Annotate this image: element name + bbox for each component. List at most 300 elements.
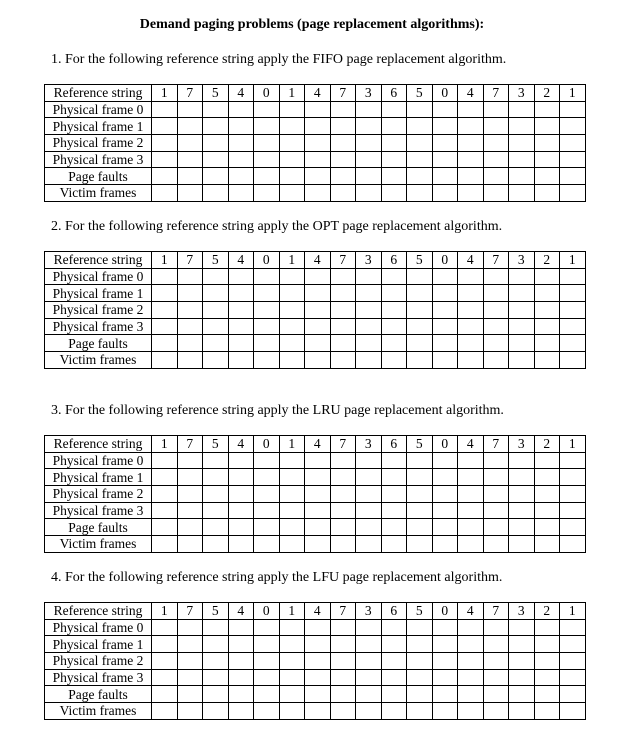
empty-cell (356, 686, 382, 703)
empty-cell (458, 703, 484, 720)
empty-cell (458, 619, 484, 636)
empty-cell (305, 636, 331, 653)
empty-cell (254, 268, 280, 285)
empty-cell (305, 469, 331, 486)
empty-cell (509, 285, 535, 302)
empty-cell (356, 502, 382, 519)
empty-cell (203, 185, 229, 202)
empty-cell (330, 135, 356, 152)
problem-prompt: 3. For the following reference string apply the LRU page replacement algorithm. (51, 403, 504, 418)
empty-cell (407, 168, 433, 185)
victims-row (45, 536, 586, 553)
empty-cell (432, 335, 458, 352)
empty-cell (407, 703, 433, 720)
empty-cell (305, 285, 331, 302)
empty-cell (203, 168, 229, 185)
reference-value: 3 (356, 436, 382, 453)
empty-cell (152, 168, 178, 185)
empty-cell (560, 302, 586, 319)
empty-cell (356, 519, 382, 536)
empty-cell (509, 318, 535, 335)
row-label: Physical frame 3 (45, 669, 152, 686)
empty-cell (356, 653, 382, 670)
empty-cell (330, 118, 356, 135)
empty-cell (177, 268, 203, 285)
faults-row (45, 686, 586, 703)
empty-cell (330, 669, 356, 686)
empty-cell (203, 268, 229, 285)
empty-cell (330, 268, 356, 285)
empty-cell (458, 151, 484, 168)
empty-cell (483, 703, 509, 720)
empty-cell (203, 318, 229, 335)
empty-cell (279, 536, 305, 553)
empty-cell (432, 502, 458, 519)
empty-cell (305, 118, 331, 135)
empty-cell (152, 268, 178, 285)
empty-cell (381, 469, 407, 486)
reference-value: 5 (203, 603, 229, 620)
reference-value: 1 (152, 436, 178, 453)
frame0-row (45, 452, 586, 469)
frame0-row (45, 101, 586, 118)
empty-cell (152, 151, 178, 168)
empty-cell (305, 135, 331, 152)
empty-cell (407, 268, 433, 285)
empty-cell (534, 636, 560, 653)
reference-value: 4 (305, 85, 331, 102)
empty-cell (203, 636, 229, 653)
reference-value: 5 (407, 436, 433, 453)
reference-value: 4 (228, 436, 254, 453)
empty-cell (458, 469, 484, 486)
empty-cell (203, 302, 229, 319)
empty-cell (254, 469, 280, 486)
empty-cell (483, 168, 509, 185)
empty-cell (356, 302, 382, 319)
reference-value: 1 (152, 252, 178, 269)
empty-cell (356, 318, 382, 335)
empty-cell (254, 135, 280, 152)
empty-cell (228, 686, 254, 703)
empty-cell (177, 669, 203, 686)
empty-cell (407, 469, 433, 486)
empty-cell (509, 268, 535, 285)
empty-cell (330, 502, 356, 519)
row-label: Reference string (45, 85, 152, 102)
empty-cell (279, 469, 305, 486)
row-label: Page faults (45, 335, 152, 352)
empty-cell (381, 268, 407, 285)
empty-cell (432, 185, 458, 202)
empty-cell (203, 352, 229, 369)
lfu-table (44, 602, 586, 720)
empty-cell (483, 335, 509, 352)
row-label: Physical frame 2 (45, 486, 152, 503)
empty-cell (356, 168, 382, 185)
empty-cell (228, 669, 254, 686)
empty-cell (458, 686, 484, 703)
empty-cell (152, 352, 178, 369)
row-label: Physical frame 2 (45, 302, 152, 319)
empty-cell (152, 318, 178, 335)
empty-cell (228, 352, 254, 369)
empty-cell (483, 669, 509, 686)
row-label: Physical frame 0 (45, 101, 152, 118)
empty-cell (483, 469, 509, 486)
empty-cell (203, 536, 229, 553)
faults-row (45, 168, 586, 185)
empty-cell (432, 268, 458, 285)
empty-cell (458, 285, 484, 302)
empty-cell (509, 653, 535, 670)
row-label: Physical frame 0 (45, 268, 152, 285)
empty-cell (254, 653, 280, 670)
empty-cell (560, 486, 586, 503)
empty-cell (203, 686, 229, 703)
empty-cell (483, 185, 509, 202)
empty-cell (330, 168, 356, 185)
empty-cell (458, 335, 484, 352)
empty-cell (152, 519, 178, 536)
empty-cell (279, 118, 305, 135)
empty-cell (177, 469, 203, 486)
reference-value: 7 (177, 603, 203, 620)
empty-cell (381, 653, 407, 670)
empty-cell (228, 185, 254, 202)
empty-cell (152, 469, 178, 486)
frame2-row (45, 135, 586, 152)
empty-cell (330, 486, 356, 503)
empty-cell (203, 118, 229, 135)
empty-cell (356, 703, 382, 720)
empty-cell (228, 268, 254, 285)
empty-cell (560, 703, 586, 720)
empty-cell (203, 135, 229, 152)
reference-value: 1 (279, 436, 305, 453)
empty-cell (330, 335, 356, 352)
empty-cell (407, 151, 433, 168)
empty-cell (407, 185, 433, 202)
empty-cell (509, 101, 535, 118)
empty-cell (356, 636, 382, 653)
empty-cell (458, 352, 484, 369)
empty-cell (356, 118, 382, 135)
empty-cell (458, 669, 484, 686)
row-label: Physical frame 3 (45, 502, 152, 519)
empty-cell (152, 135, 178, 152)
empty-cell (279, 168, 305, 185)
empty-cell (177, 151, 203, 168)
empty-cell (228, 318, 254, 335)
empty-cell (279, 619, 305, 636)
empty-cell (381, 619, 407, 636)
empty-cell (509, 185, 535, 202)
empty-cell (432, 302, 458, 319)
empty-cell (534, 502, 560, 519)
reference-value: 5 (407, 252, 433, 269)
empty-cell (381, 669, 407, 686)
reference-value: 3 (509, 603, 535, 620)
empty-cell (407, 486, 433, 503)
empty-cell (279, 268, 305, 285)
empty-cell (381, 118, 407, 135)
empty-cell (177, 185, 203, 202)
empty-cell (381, 686, 407, 703)
empty-cell (560, 653, 586, 670)
empty-cell (458, 185, 484, 202)
empty-cell (330, 636, 356, 653)
row-label: Page faults (45, 168, 152, 185)
reference-value: 0 (432, 252, 458, 269)
empty-cell (177, 486, 203, 503)
empty-cell (330, 302, 356, 319)
reference-value: 4 (228, 85, 254, 102)
empty-cell (228, 469, 254, 486)
empty-cell (305, 302, 331, 319)
empty-cell (534, 486, 560, 503)
empty-cell (279, 335, 305, 352)
empty-cell (203, 653, 229, 670)
empty-cell (305, 101, 331, 118)
empty-cell (509, 302, 535, 319)
empty-cell (330, 285, 356, 302)
reference-value: 4 (458, 436, 484, 453)
empty-cell (279, 519, 305, 536)
empty-cell (534, 335, 560, 352)
reference-value: 2 (534, 85, 560, 102)
empty-cell (432, 469, 458, 486)
reference-value: 6 (381, 85, 407, 102)
empty-cell (356, 135, 382, 152)
empty-cell (483, 536, 509, 553)
empty-cell (254, 486, 280, 503)
empty-cell (509, 669, 535, 686)
empty-cell (305, 519, 331, 536)
empty-cell (534, 151, 560, 168)
empty-cell (305, 352, 331, 369)
empty-cell (381, 185, 407, 202)
victims-row (45, 703, 586, 720)
empty-cell (152, 486, 178, 503)
empty-cell (228, 135, 254, 152)
empty-cell (305, 619, 331, 636)
empty-cell (254, 703, 280, 720)
empty-cell (458, 519, 484, 536)
empty-cell (381, 135, 407, 152)
empty-cell (483, 519, 509, 536)
empty-cell (279, 686, 305, 703)
empty-cell (534, 619, 560, 636)
reference-value: 1 (152, 85, 178, 102)
empty-cell (560, 168, 586, 185)
empty-cell (407, 653, 433, 670)
empty-cell (432, 118, 458, 135)
empty-cell (432, 519, 458, 536)
reference-value: 6 (381, 252, 407, 269)
empty-cell (177, 519, 203, 536)
empty-cell (305, 536, 331, 553)
reference-value: 5 (203, 252, 229, 269)
empty-cell (228, 118, 254, 135)
reference-value: 3 (509, 436, 535, 453)
empty-cell (509, 486, 535, 503)
empty-cell (228, 703, 254, 720)
empty-cell (152, 285, 178, 302)
problem-prompt: 2. For the following reference string apply the OPT page replacement algorithm. (51, 219, 503, 234)
row-label: Physical frame 0 (45, 619, 152, 636)
empty-cell (381, 318, 407, 335)
empty-cell (534, 686, 560, 703)
reference-value: 1 (279, 85, 305, 102)
empty-cell (254, 669, 280, 686)
empty-cell (381, 168, 407, 185)
empty-cell (203, 285, 229, 302)
empty-cell (534, 318, 560, 335)
empty-cell (509, 135, 535, 152)
empty-cell (254, 352, 280, 369)
empty-cell (254, 168, 280, 185)
reference-value: 1 (560, 603, 586, 620)
empty-cell (458, 118, 484, 135)
empty-cell (534, 536, 560, 553)
empty-cell (228, 168, 254, 185)
empty-cell (381, 101, 407, 118)
empty-cell (203, 703, 229, 720)
document-title: Demand paging problems (page replacement algorithms): (139, 17, 485, 32)
empty-cell (305, 686, 331, 703)
empty-cell (305, 703, 331, 720)
reference-value: 4 (228, 252, 254, 269)
empty-cell (356, 486, 382, 503)
empty-cell (279, 101, 305, 118)
empty-cell (356, 185, 382, 202)
empty-cell (305, 452, 331, 469)
empty-cell (356, 452, 382, 469)
reference-value: 0 (432, 436, 458, 453)
empty-cell (483, 686, 509, 703)
reference-value: 1 (279, 603, 305, 620)
empty-cell (534, 285, 560, 302)
empty-cell (483, 268, 509, 285)
empty-cell (356, 268, 382, 285)
empty-cell (228, 502, 254, 519)
empty-cell (254, 686, 280, 703)
empty-cell (407, 669, 433, 686)
empty-cell (560, 335, 586, 352)
empty-cell (560, 636, 586, 653)
reference-value: 4 (458, 252, 484, 269)
empty-cell (330, 469, 356, 486)
reference-value: 5 (407, 603, 433, 620)
reference-value: 7 (483, 85, 509, 102)
empty-cell (305, 669, 331, 686)
empty-cell (381, 285, 407, 302)
empty-cell (177, 101, 203, 118)
empty-cell (254, 285, 280, 302)
empty-cell (330, 352, 356, 369)
empty-cell (458, 135, 484, 152)
empty-cell (330, 318, 356, 335)
reference-value: 5 (203, 436, 229, 453)
empty-cell (407, 619, 433, 636)
empty-cell (279, 151, 305, 168)
empty-cell (279, 318, 305, 335)
empty-cell (534, 452, 560, 469)
empty-cell (407, 318, 433, 335)
empty-cell (407, 118, 433, 135)
empty-cell (203, 619, 229, 636)
empty-cell (330, 519, 356, 536)
empty-cell (228, 335, 254, 352)
empty-cell (560, 686, 586, 703)
row-label: Physical frame 2 (45, 653, 152, 670)
frame3-row (45, 151, 586, 168)
empty-cell (407, 452, 433, 469)
empty-cell (177, 703, 203, 720)
empty-cell (483, 135, 509, 152)
empty-cell (254, 452, 280, 469)
row-label: Physical frame 2 (45, 135, 152, 152)
reference-value: 6 (381, 436, 407, 453)
empty-cell (305, 318, 331, 335)
reference-value: 7 (330, 436, 356, 453)
empty-cell (560, 318, 586, 335)
empty-cell (560, 669, 586, 686)
empty-cell (305, 151, 331, 168)
empty-cell (407, 352, 433, 369)
reference-value: 1 (560, 436, 586, 453)
empty-cell (279, 486, 305, 503)
opt-table (44, 251, 586, 369)
empty-cell (560, 185, 586, 202)
empty-cell (152, 302, 178, 319)
empty-cell (228, 151, 254, 168)
empty-cell (152, 118, 178, 135)
row-label: Physical frame 1 (45, 118, 152, 135)
empty-cell (177, 318, 203, 335)
empty-cell (483, 118, 509, 135)
empty-cell (509, 452, 535, 469)
empty-cell (560, 452, 586, 469)
frame3-row (45, 669, 586, 686)
empty-cell (432, 636, 458, 653)
frame3-row (45, 502, 586, 519)
reference-row (45, 85, 586, 102)
empty-cell (509, 686, 535, 703)
empty-cell (407, 302, 433, 319)
empty-cell (203, 502, 229, 519)
empty-cell (177, 168, 203, 185)
empty-cell (330, 619, 356, 636)
empty-cell (432, 135, 458, 152)
empty-cell (279, 185, 305, 202)
reference-value: 0 (254, 436, 280, 453)
reference-value: 7 (330, 252, 356, 269)
empty-cell (228, 101, 254, 118)
empty-cell (152, 703, 178, 720)
reference-value: 0 (254, 252, 280, 269)
empty-cell (305, 335, 331, 352)
empty-cell (356, 469, 382, 486)
reference-value: 6 (381, 603, 407, 620)
empty-cell (254, 302, 280, 319)
reference-value: 7 (330, 85, 356, 102)
row-label: Victim frames (45, 703, 152, 720)
empty-cell (432, 619, 458, 636)
empty-cell (152, 686, 178, 703)
empty-cell (330, 185, 356, 202)
